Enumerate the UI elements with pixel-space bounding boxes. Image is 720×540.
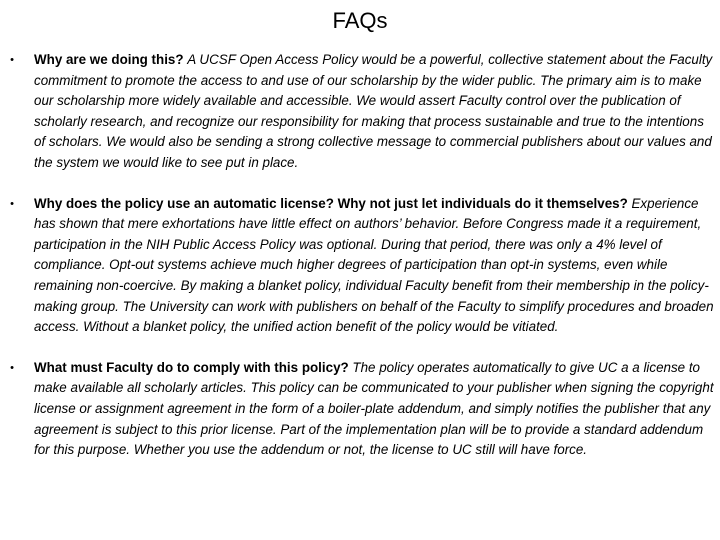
bullet-icon: • bbox=[10, 54, 14, 66]
faq-question: What must Faculty do to comply with this policy? bbox=[34, 359, 353, 375]
faq-item-automatic-license bbox=[0, 194, 720, 338]
faq-answer: A UCSF Open Access Policy would be a powerful, collective statement about the Faculty commitment to promote the access to and use of our scholarship by the wider public. The primary aim is to make our scholarship more widely available and accessible. We would assert Faculty control over the publication of scholarly research, and recognize our responsibility for making that process sustainable and true to the intentions of scholars. We would also be sending a strong collective message to commercial publishers about our values and the system we would like to see put in place. bbox=[34, 52, 713, 170]
faq-answer: Experience has shown that mere exhortations have little effect on authors’ behavior. Before Congress made it a requirement, participation in the NIH Public Access Policy was optional. During that period, there was only a 4% level of compliance. Opt-out systems achieve much higher degrees of participation than opt-in systems, even while remaining non-coercive. By making a blanket policy, individual Faculty benefit from their membership in the policy-making group. The University can work with publishers on behalf of the Faculty to simplify procedures and broaden access. Without a blanket policy, the unified action benefit of the policy would be vitiated. bbox=[34, 195, 714, 335]
faq-list bbox=[0, 50, 720, 461]
faq-answer: The policy operates automatically to give UC a a license to make available all scholarly articles. This policy can be communicated to your publisher when signing the copyright license or assignment agreement in the form of a boiler-plate addendum, and simply notifies the publisher that any agreement is subject to this prior license. Part of the implementation plan will be to provide a standard addendum for this purpose. Whether you use the addendum or not, the license to UC still will have force. bbox=[34, 359, 714, 458]
slide-title: FAQs bbox=[332, 8, 388, 33]
faq-question: Why does the policy use an automatic license? Why not just let individuals do it themselves? bbox=[34, 195, 632, 211]
faq-item-comply bbox=[0, 358, 720, 461]
bullet-icon: • bbox=[10, 197, 14, 210]
faq-question: Why are we doing this? bbox=[34, 52, 188, 67]
faq-item-why bbox=[0, 50, 720, 174]
bullet-icon: • bbox=[10, 361, 14, 374]
